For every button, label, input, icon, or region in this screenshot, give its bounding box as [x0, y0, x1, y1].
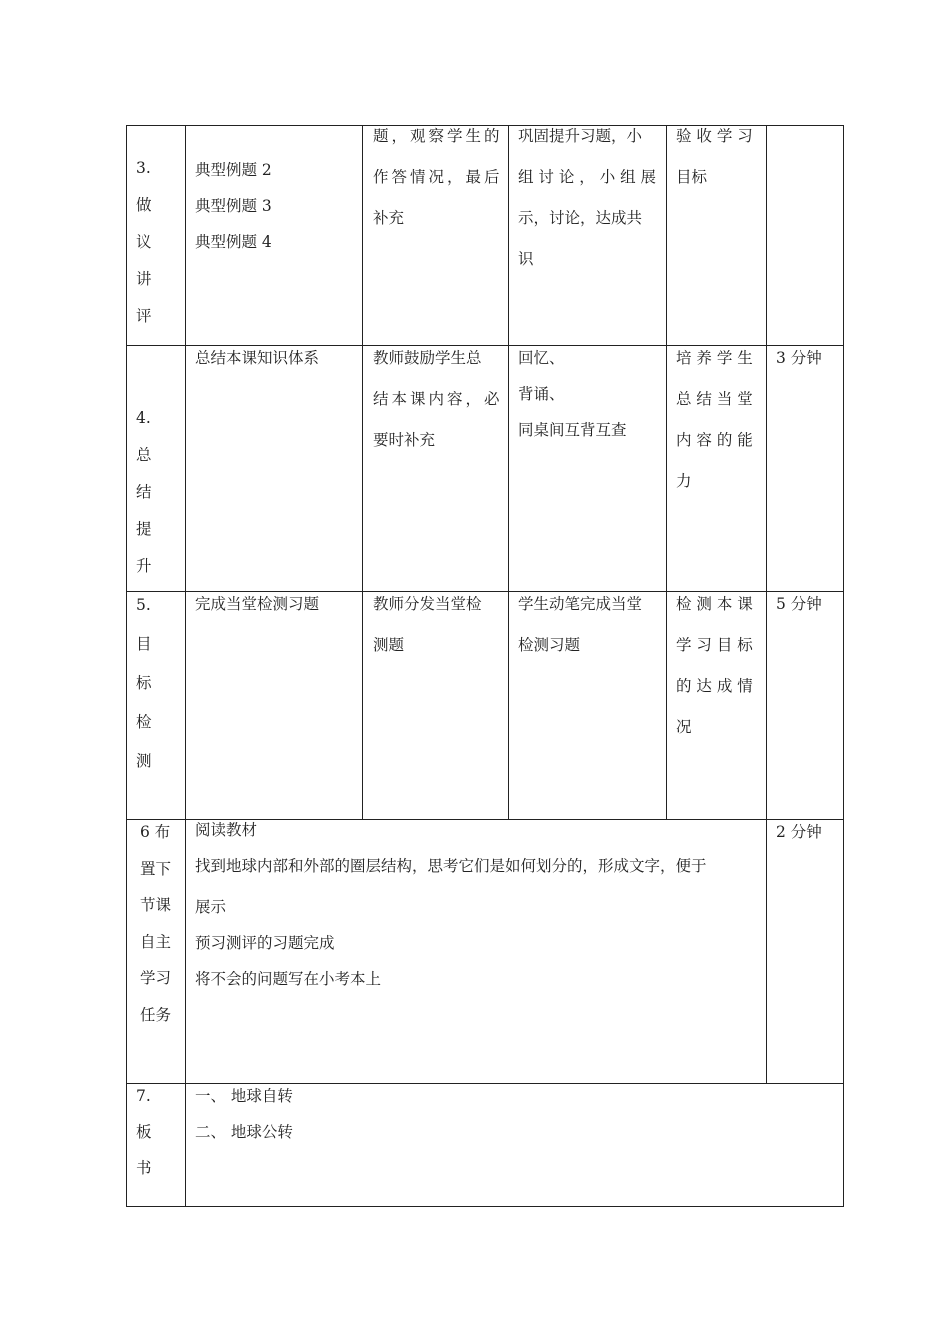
teacher-activity-cell [373, 338, 503, 461]
stage-text: 板 [136, 1123, 152, 1141]
stage-text: 评 [136, 307, 152, 325]
time-cell [776, 584, 822, 625]
stage-text: 结 [136, 483, 152, 501]
teacher-activity-cell [373, 584, 482, 666]
column-divider [185, 125, 186, 1207]
teacher-text: 作答情况，最后 [373, 168, 503, 186]
column-divider [766, 125, 767, 1084]
student-text: 同桌间互背互查 [518, 421, 627, 439]
stage-text: 目 [136, 635, 152, 653]
design-intent-cell [676, 338, 753, 502]
stage-text: 4. [136, 409, 151, 427]
student-activity-cell [518, 340, 627, 448]
content-cell [195, 338, 319, 379]
intent-text: 内 容 的 能 [676, 431, 753, 449]
intent-text: 培 养 学 生 [676, 349, 753, 367]
time-text: 3 分钟 [776, 349, 822, 367]
teacher-text: 教师分发当堂检 [373, 595, 482, 613]
design-intent-cell [676, 584, 753, 748]
content-cell [195, 152, 272, 260]
stage-text: 自主 [140, 932, 172, 951]
intent-text: 的 达 成 情 [676, 677, 753, 695]
student-text: 回忆、 [518, 349, 565, 367]
column-divider [362, 125, 363, 820]
stage-cell [140, 814, 171, 1033]
intent-text: 力 [676, 472, 692, 490]
column-divider [666, 125, 667, 820]
content-text: 完成当堂检测习题 [195, 595, 320, 613]
intent-text: 学 习 目 标 [676, 636, 753, 654]
design-intent-cell [676, 116, 753, 198]
content-text: 找到地球内部和外部的圈层结构，思考它们是如何划分的，形成文字，便于 [195, 857, 707, 875]
stage-text: 6 布 [140, 823, 171, 841]
stage-text: 书 [136, 1159, 152, 1177]
intent-text: 总 结 当 堂 [676, 390, 753, 408]
table-border-left [126, 125, 127, 1207]
stage-text: 做 [136, 196, 152, 214]
teacher-activity-cell [373, 116, 503, 239]
content-text: 典型例题 4 [195, 233, 272, 251]
stage-text: 检 [136, 713, 152, 731]
teacher-text: 结本课内容，必 [373, 390, 503, 408]
stage-cell [136, 400, 152, 585]
content-text: 将不会的问题写在小考本上 [195, 970, 382, 988]
intent-text: 检 测 本 课 [676, 595, 753, 613]
stage-text: 3. [136, 159, 151, 177]
content-text: 典型例题 3 [195, 197, 272, 215]
stage-text: 测 [136, 752, 152, 770]
blackboard-content-cell [195, 1078, 293, 1150]
stage-text: 总 [136, 446, 152, 464]
content-cell [195, 584, 319, 625]
homework-content-cell [195, 812, 707, 997]
student-text: 识 [518, 250, 534, 268]
stage-cell [136, 586, 152, 781]
stage-cell [136, 1078, 152, 1186]
time-cell [776, 338, 822, 379]
stage-text: 升 [136, 557, 152, 575]
student-activity-cell [518, 584, 642, 666]
table-border-bottom [126, 1206, 844, 1207]
stage-cell [136, 150, 152, 335]
time-text: 2 分钟 [776, 823, 822, 841]
stage-text: 任务 [140, 1005, 172, 1024]
teacher-text: 补充 [373, 209, 405, 227]
column-divider [508, 125, 509, 820]
stage-text: 学习 [140, 969, 172, 987]
stage-text: 7. [136, 1087, 151, 1105]
content-text: 总结本课知识体系 [195, 349, 320, 367]
content-text: 典型例题 2 [195, 161, 272, 179]
stage-text: 节课 [140, 896, 172, 914]
time-text: 5 分钟 [776, 595, 822, 613]
teacher-text: 要时补充 [373, 431, 436, 449]
student-text: 检测习题 [518, 636, 581, 654]
stage-text: 置下 [140, 859, 172, 878]
content-text: 预习测评的习题完成 [195, 934, 335, 952]
content-text: 二、 地球公转 [195, 1123, 293, 1141]
stage-text: 标 [136, 674, 152, 692]
intent-text: 验 收 学 习 [676, 127, 753, 145]
time-cell [776, 812, 822, 853]
intent-text: 况 [676, 718, 692, 736]
content-text: 一、 地球自转 [195, 1087, 293, 1105]
student-activity-cell [518, 116, 656, 280]
student-text: 背诵、 [518, 385, 565, 403]
teacher-text: 测题 [373, 636, 405, 654]
stage-text: 议 [136, 233, 152, 251]
content-text: 阅读教材 [195, 821, 258, 839]
student-text: 巩固提升习题，小 [518, 127, 643, 145]
stage-text: 讲 [136, 270, 152, 288]
stage-text: 5. [136, 596, 151, 614]
student-text: 学生动笔完成当堂 [518, 595, 643, 613]
student-text: 组 讨 论 ， 小 组 展 [518, 168, 657, 186]
teacher-text: 题，观察学生的 [373, 127, 503, 145]
intent-text: 目标 [676, 168, 708, 186]
table-border-right [843, 125, 844, 1207]
student-text: 示，讨论，达成共 [518, 209, 643, 227]
teacher-text: 教师鼓励学生总 [373, 349, 482, 367]
stage-text: 提 [136, 520, 152, 538]
content-text: 展示 [195, 898, 227, 916]
